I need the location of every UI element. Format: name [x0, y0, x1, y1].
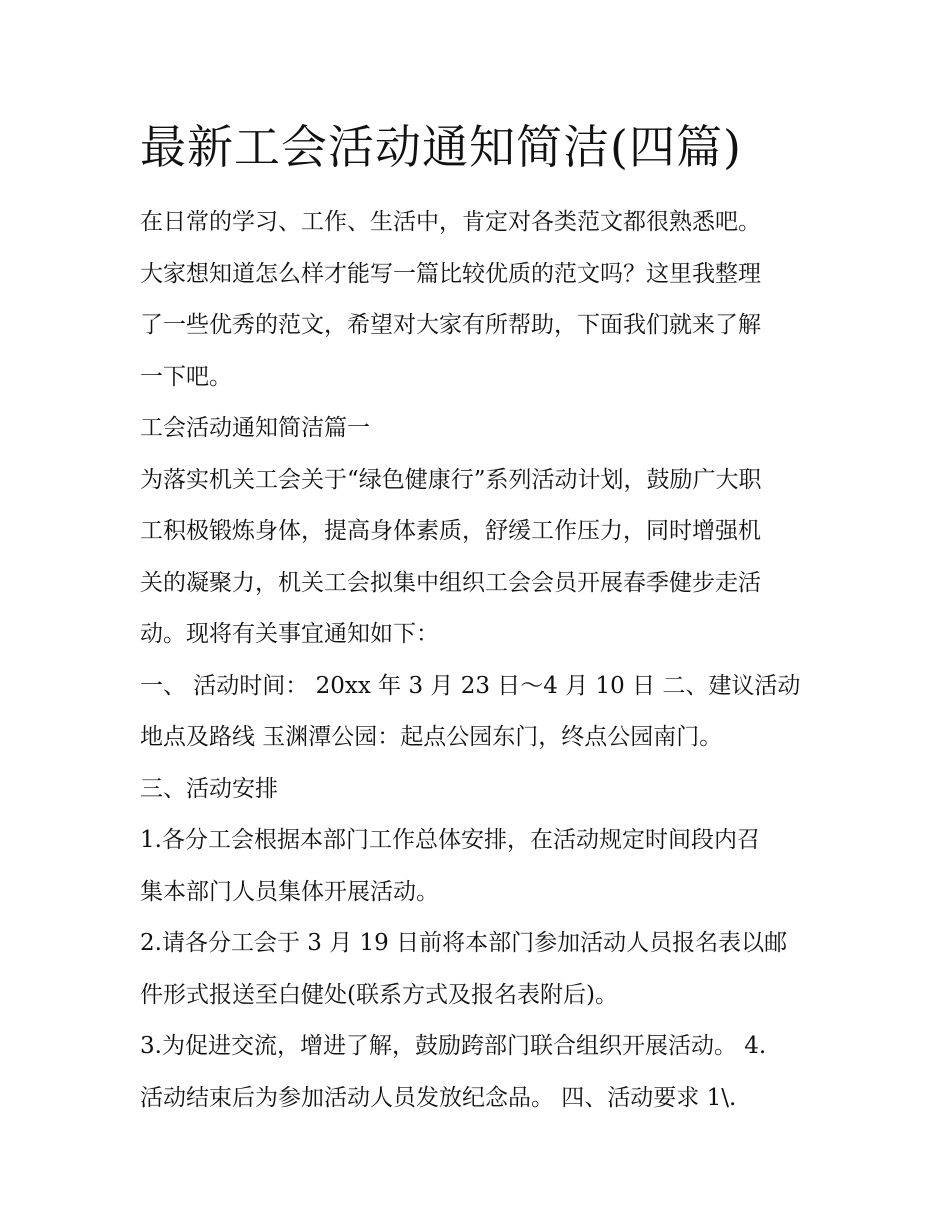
document-body — [140, 197, 820, 1124]
arrangement-item-3-line-1: 3.为促进交流，增进了解，鼓励跨部门联合组织开展活动。 4. — [140, 1033, 767, 1059]
intro-line-1: 在日常的学习、工作、生活中，肯定对各类范文都很熟悉吧。 — [140, 209, 761, 235]
arrangement-item-4-line: 活动结束后为参加活动人员发放纪念品。 四、活动要求 1\. — [140, 1084, 737, 1111]
notice-line-1: 为落实机关工会关于“绿色健康行”系列活动计划，鼓励广大职 — [140, 466, 762, 493]
arrangement-item-1-line-1: 1.各分工会根据本部门工作总体安排，在活动规定时间段内召 — [140, 827, 760, 853]
activity-time-line: 一、 活动时间： 20xx 年 3 月 23 日～4 月 10 日 二、建议活动 — [140, 672, 801, 699]
intro-line-3: 了一些优秀的范文，希望对大家有所帮助，下面我们就来了解 — [140, 312, 761, 338]
arrangement-item-2-line-2: 件形式报送至白健处(联系方式及报名表附后)。 — [140, 981, 618, 1008]
arrangement-heading: 三、活动安排 — [140, 775, 278, 802]
intro-line-2: 大家想知道怎么样才能写一篇比较优质的范文吗？这里我整理 — [140, 260, 761, 287]
section-heading: 工会活动通知简洁篇一 — [140, 415, 370, 441]
arrangement-item-1-line-2: 集本部门人员集体开展活动。 — [140, 878, 439, 905]
intro-line-4: 一下吧。 — [140, 363, 232, 390]
activity-location-line: 地点及路线 玉渊潭公园：起点公园东门，终点公园南门。 — [140, 724, 723, 750]
notice-line-2: 工积极锻炼身体，提高身体素质，舒缓工作压力，同时增强机 — [140, 518, 761, 544]
page-title: 最新工会活动通知简洁(四篇) — [140, 120, 742, 174]
notice-line-4: 动。现将有关事宜通知如下： — [140, 621, 439, 647]
notice-line-3: 关的凝聚力，机关工会拟集中组织工会会员开展春季健步走活 — [140, 569, 761, 596]
arrangement-item-2-line-1: 2.请各分工会于 3 月 19 日前将本部门参加活动人员报名表以邮 — [140, 930, 788, 956]
